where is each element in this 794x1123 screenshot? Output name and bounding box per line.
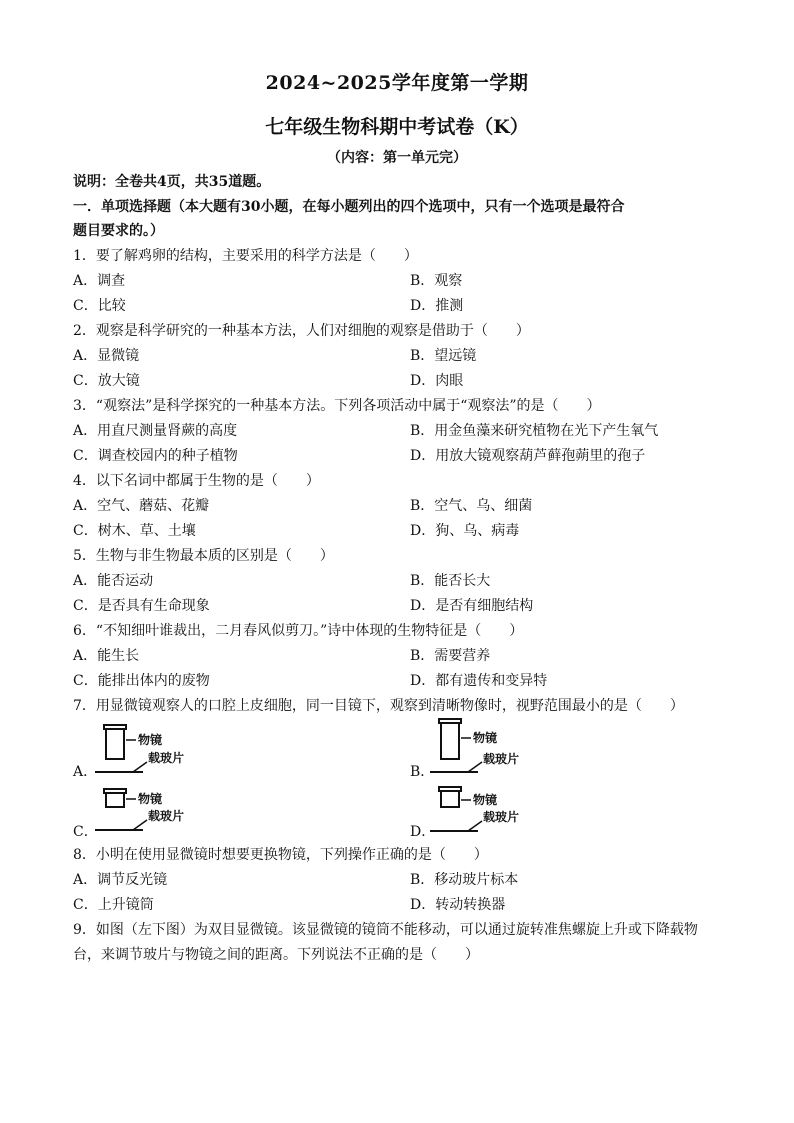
question-7-stem: 7．用显微镜观察人的口腔上皮细胞，同一目镜下，观察到清晰物像时，视野范围最小的是（ ） [73, 698, 684, 714]
question-3-option-c: C．调查校园内的种子植物 [73, 448, 238, 464]
question-6-option-a: A．能生长 [73, 648, 140, 664]
question-6-option-b: B．需要营养 [410, 648, 491, 664]
question-8-option-b: B．移动玻片标本 [410, 872, 519, 888]
question-2-option-c: C．放大镜 [73, 373, 140, 389]
question-2-option-b: B．望远镜 [410, 348, 477, 364]
question-4-stem: 4．以下名词中都属于生物的是（ ） [73, 473, 320, 489]
objective-figure-a [95, 722, 205, 780]
question-3-option-b: B．用金鱼藻来研究植物在光下产生氧气 [410, 423, 659, 439]
question-8-option-c: C．上升镜筒 [73, 897, 154, 913]
question-8-option-a: A．调节反光镜 [73, 872, 168, 888]
question-6-stem: 6．“不知细叶谁裁出，二月春风似剪刀。”诗中体现的生物特征是（ ） [73, 623, 524, 639]
question-2-option-d: D．肉眼 [410, 373, 464, 389]
question-7-option-c: C． [73, 824, 98, 840]
question-2-option-a: A．显微镜 [73, 348, 140, 364]
question-7-option-a: A． [73, 764, 98, 780]
question-7-option-d: D． [410, 824, 436, 840]
objective-label: 物镜 [473, 731, 498, 745]
question-6-option-c: C．能排出体内的废物 [73, 673, 210, 689]
question-4-option-a: A．空气、蘑菇、花瓣 [73, 498, 210, 514]
objective-figure-c [95, 786, 205, 838]
question-4-option-b: B．空气、乌、细菌 [410, 498, 533, 514]
objective-label: 物镜 [138, 792, 163, 806]
question-6-option-d: D．都有遗传和变异特 [410, 673, 548, 689]
exam-title-term: 2024~2025学年度第一学期 [265, 72, 529, 94]
section-heading-line1: 一．单项选择题（本大题有30小题，在每小题列出的四个选项中，只有一个选项是最符合 [73, 199, 625, 215]
question-4-option-d: D．狗、乌、病毒 [410, 523, 520, 539]
question-3-stem: 3．“观察法”是科学探究的一种基本方法。下列各项活动中属于“观察法”的是（ ） [73, 398, 601, 414]
slide-label: 载玻片 [483, 810, 520, 824]
question-5-option-a: A．能否运动 [73, 573, 154, 589]
slide-label: 载玻片 [483, 752, 520, 766]
section-heading-line2: 题目要求的。） [73, 223, 164, 239]
question-8-stem: 8．小明在使用显微镜时想要更换物镜，下列操作正确的是（ ） [73, 847, 488, 863]
question-2-stem: 2．观察是科学研究的一种基本方法，人们对细胞的观察是借助于（ ） [73, 323, 530, 339]
question-7-option-b: B． [410, 764, 435, 780]
question-3-option-d: D．用放大镜观察葫芦藓孢蒴里的孢子 [410, 448, 646, 464]
question-3-option-a: A．用直尺测量肾蕨的高度 [73, 423, 238, 439]
objective-label: 物镜 [473, 793, 498, 807]
question-8-option-d: D．转动转换器 [410, 897, 506, 913]
question-5-stem: 5．生物与非生物最本质的区别是（ ） [73, 548, 334, 564]
question-4-option-c: C．树木、草、土壤 [73, 523, 196, 539]
question-9-stem-line2: 台，来调节玻片与物镜之间的距离。下列说法不正确的是（ ） [73, 947, 479, 963]
question-5-option-b: B．能否长大 [410, 573, 491, 589]
question-9-stem-line1: 9．如图（左下图）为双目显微镜。该显微镜的镜筒不能移动，可以通过旋转准焦螺旋上升或下降载物 [73, 922, 698, 938]
question-5-option-c: C．是否具有生命现象 [73, 598, 210, 614]
exam-title-subject: 七年级生物科期中考试卷（K） [265, 116, 529, 138]
slide-label: 载玻片 [148, 751, 185, 765]
objective-figure-d [430, 784, 540, 838]
question-5-option-d: D．是否有细胞结构 [410, 598, 534, 614]
question-1-stem: 1．要了解鸡卵的结构，主要采用的科学方法是（ ） [73, 248, 418, 264]
question-1-option-b: B．观察 [410, 273, 463, 289]
exam-subtitle-content: （内容：第一单元完） [327, 150, 467, 166]
instructions: 说明：全卷共4页，共35道题。 [73, 174, 271, 190]
slide-label: 载玻片 [148, 809, 185, 823]
objective-label: 物镜 [138, 733, 163, 747]
question-1-option-d: D．推测 [410, 298, 464, 314]
question-1-option-a: A．调查 [73, 273, 126, 289]
question-1-option-c: C．比较 [73, 298, 126, 314]
objective-figure-b [430, 716, 540, 778]
